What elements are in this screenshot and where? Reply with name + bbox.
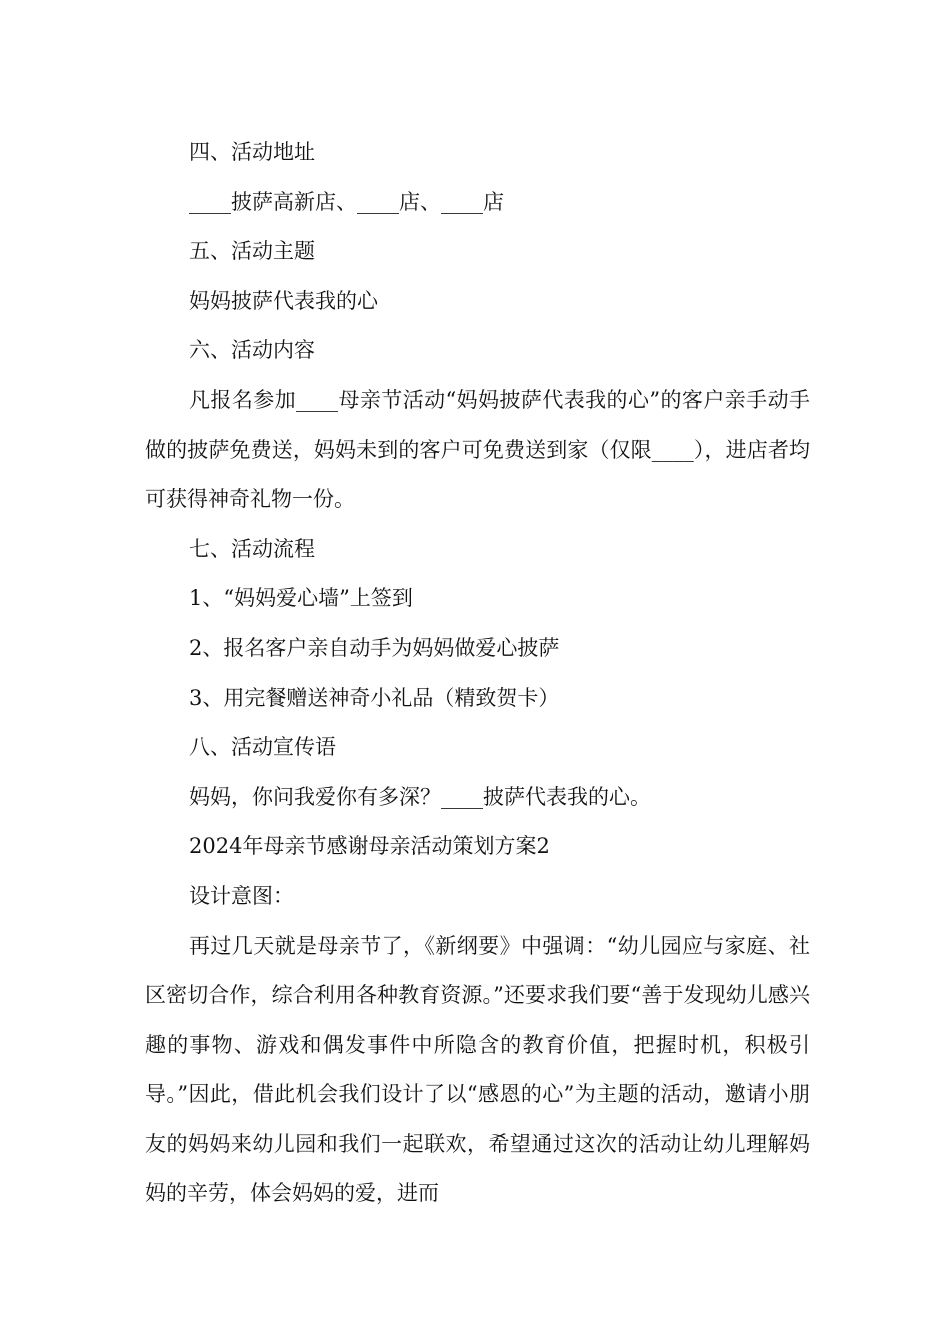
design-intent-body: 再过几天就是母亲节了，《新纲要》中强调：“幼儿园应与家庭、社区密切合作，综合利用各种教育资源。”还要求我们要“善于发现幼儿感兴趣的事物、游戏和偶发事件中所隐含的教育价值，把握时机，积极引导。”因此，借此机会我们设计了以“感恩的心”为主题的活动，邀请小朋友的妈妈来幼儿园和我们一起联欢，希望通过这次的活动让幼儿理解妈妈的辛劳，体会妈妈的爱，进而 [145,933,810,1206]
section-5-body: 妈妈披萨代表我的心 [189,288,378,313]
document-page [145,128,810,1219]
flow-item: 3、用完餐赠送神奇小礼品（精致贺卡） [189,685,560,710]
section-6-heading: 六、活动内容 [189,338,315,363]
section-6-body: 凡报名参加____母亲节活动“妈妈披萨代表我的心”的客户亲手动手做的披萨免费送，妈妈未到的客户可免费送到家（仅限____），进店者均可获得神奇礼物一份。 [145,387,810,512]
flow-item: 1、“妈妈爱心墙”上签到 [189,586,413,611]
section-7-heading: 七、活动流程 [189,536,315,561]
section-8-body: 妈妈，你问我爱你有多深？____披萨代表我的心。 [189,784,651,809]
section-4-body: ____披萨高新店、____店、____店 [189,189,504,214]
flow-item: 2、报名客户亲自动手为妈妈做爱心披萨 [189,635,560,660]
design-intent-heading: 设计意图： [189,883,294,908]
section-5-heading: 五、活动主题 [189,239,315,264]
section-8-heading: 八、活动宣传语 [189,735,336,760]
section-4-heading: 四、活动地址 [189,140,315,164]
plan-2-title: 2024年母亲节感谢母亲活动策划方案2 [189,834,550,859]
